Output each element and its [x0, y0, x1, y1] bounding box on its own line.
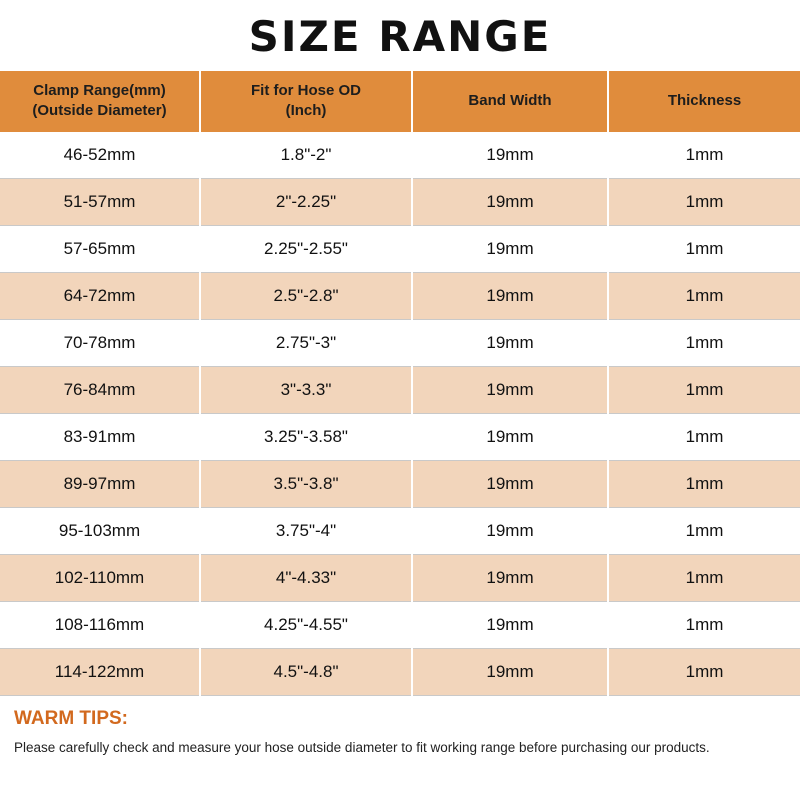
table-row	[0, 226, 800, 273]
cell-hose-od: 2.25"-2.55"	[200, 226, 412, 273]
warm-tips-title: WARM TIPS:	[14, 708, 128, 729]
cell-clamp-range: 57-65mm	[0, 226, 200, 273]
cell-clamp-range: 89-97mm	[0, 461, 200, 508]
cell-band-width: 19mm	[412, 649, 608, 696]
cell-clamp-range: 46-52mm	[0, 132, 200, 179]
cell-hose-od: 3.5"-3.8"	[200, 461, 412, 508]
cell-thickness: 1mm	[608, 367, 800, 414]
cell-band-width: 19mm	[412, 320, 608, 367]
cell-thickness: 1mm	[608, 320, 800, 367]
table-row	[0, 649, 800, 696]
cell-band-width: 19mm	[412, 367, 608, 414]
table-row	[0, 414, 800, 461]
cell-clamp-range: 70-78mm	[0, 320, 200, 367]
cell-hose-od: 2.75"-3"	[200, 320, 412, 367]
column-header-hose-od	[200, 71, 412, 132]
column-header-band-width	[412, 71, 608, 132]
cell-band-width: 19mm	[412, 461, 608, 508]
cell-hose-od: 2"-2.25"	[200, 179, 412, 226]
cell-clamp-range: 76-84mm	[0, 367, 200, 414]
cell-hose-od: 1.8"-2"	[200, 132, 412, 179]
cell-hose-od: 3.75"-4"	[200, 508, 412, 555]
cell-band-width: 19mm	[412, 414, 608, 461]
cell-thickness: 1mm	[608, 602, 800, 649]
cell-thickness: 1mm	[608, 179, 800, 226]
table-row	[0, 555, 800, 602]
column-header-line: Band Width	[468, 92, 552, 110]
cell-thickness: 1mm	[608, 273, 800, 320]
cell-clamp-range: 51-57mm	[0, 179, 200, 226]
cell-thickness: 1mm	[608, 461, 800, 508]
table-row	[0, 132, 800, 179]
cell-clamp-range: 83-91mm	[0, 414, 200, 461]
size-range-table	[0, 71, 800, 696]
cell-thickness: 1mm	[608, 132, 800, 179]
cell-thickness: 1mm	[608, 649, 800, 696]
cell-clamp-range: 95-103mm	[0, 508, 200, 555]
cell-band-width: 19mm	[412, 273, 608, 320]
column-header-clamp-range	[0, 71, 200, 132]
cell-hose-od: 2.5"-2.8"	[200, 273, 412, 320]
page-title: SIZE RANGE	[248, 12, 552, 61]
column-header-thickness	[608, 71, 800, 132]
cell-clamp-range: 102-110mm	[0, 555, 200, 602]
table-row	[0, 367, 800, 414]
cell-band-width: 19mm	[412, 179, 608, 226]
cell-thickness: 1mm	[608, 226, 800, 273]
cell-clamp-range: 64-72mm	[0, 273, 200, 320]
column-header-line: Fit for Hose OD	[250, 82, 361, 99]
column-header-line: Thickness	[667, 92, 742, 110]
cell-clamp-range: 114-122mm	[0, 649, 200, 696]
cell-band-width: 19mm	[412, 226, 608, 273]
table-row	[0, 320, 800, 367]
cell-hose-od: 3"-3.3"	[200, 367, 412, 414]
cell-thickness: 1mm	[608, 414, 800, 461]
table-body	[0, 132, 800, 696]
cell-band-width: 19mm	[412, 508, 608, 555]
column-header-line: Clamp Range(mm)	[33, 82, 166, 99]
table-row	[0, 602, 800, 649]
table-header	[0, 71, 800, 132]
cell-hose-od: 3.25"-3.58"	[200, 414, 412, 461]
cell-band-width: 19mm	[412, 555, 608, 602]
cell-band-width: 19mm	[412, 602, 608, 649]
table-row	[0, 179, 800, 226]
table-header-row	[0, 71, 800, 132]
warm-tips-body: Please carefully check and measure your hose outside diameter to fit working range before purchasing our products.	[14, 740, 710, 755]
column-header-line: (Inch)	[285, 102, 327, 120]
table-row	[0, 461, 800, 508]
warm-tips-section	[0, 696, 800, 758]
table-row	[0, 508, 800, 555]
cell-clamp-range: 108-116mm	[0, 602, 200, 649]
column-header-line: (Outside Diameter)	[32, 102, 167, 120]
cell-hose-od: 4.5"-4.8"	[200, 649, 412, 696]
table-row	[0, 273, 800, 320]
cell-hose-od: 4.25"-4.55"	[200, 602, 412, 649]
cell-thickness: 1mm	[608, 508, 800, 555]
cell-hose-od: 4"-4.33"	[200, 555, 412, 602]
cell-band-width: 19mm	[412, 132, 608, 179]
cell-thickness: 1mm	[608, 555, 800, 602]
